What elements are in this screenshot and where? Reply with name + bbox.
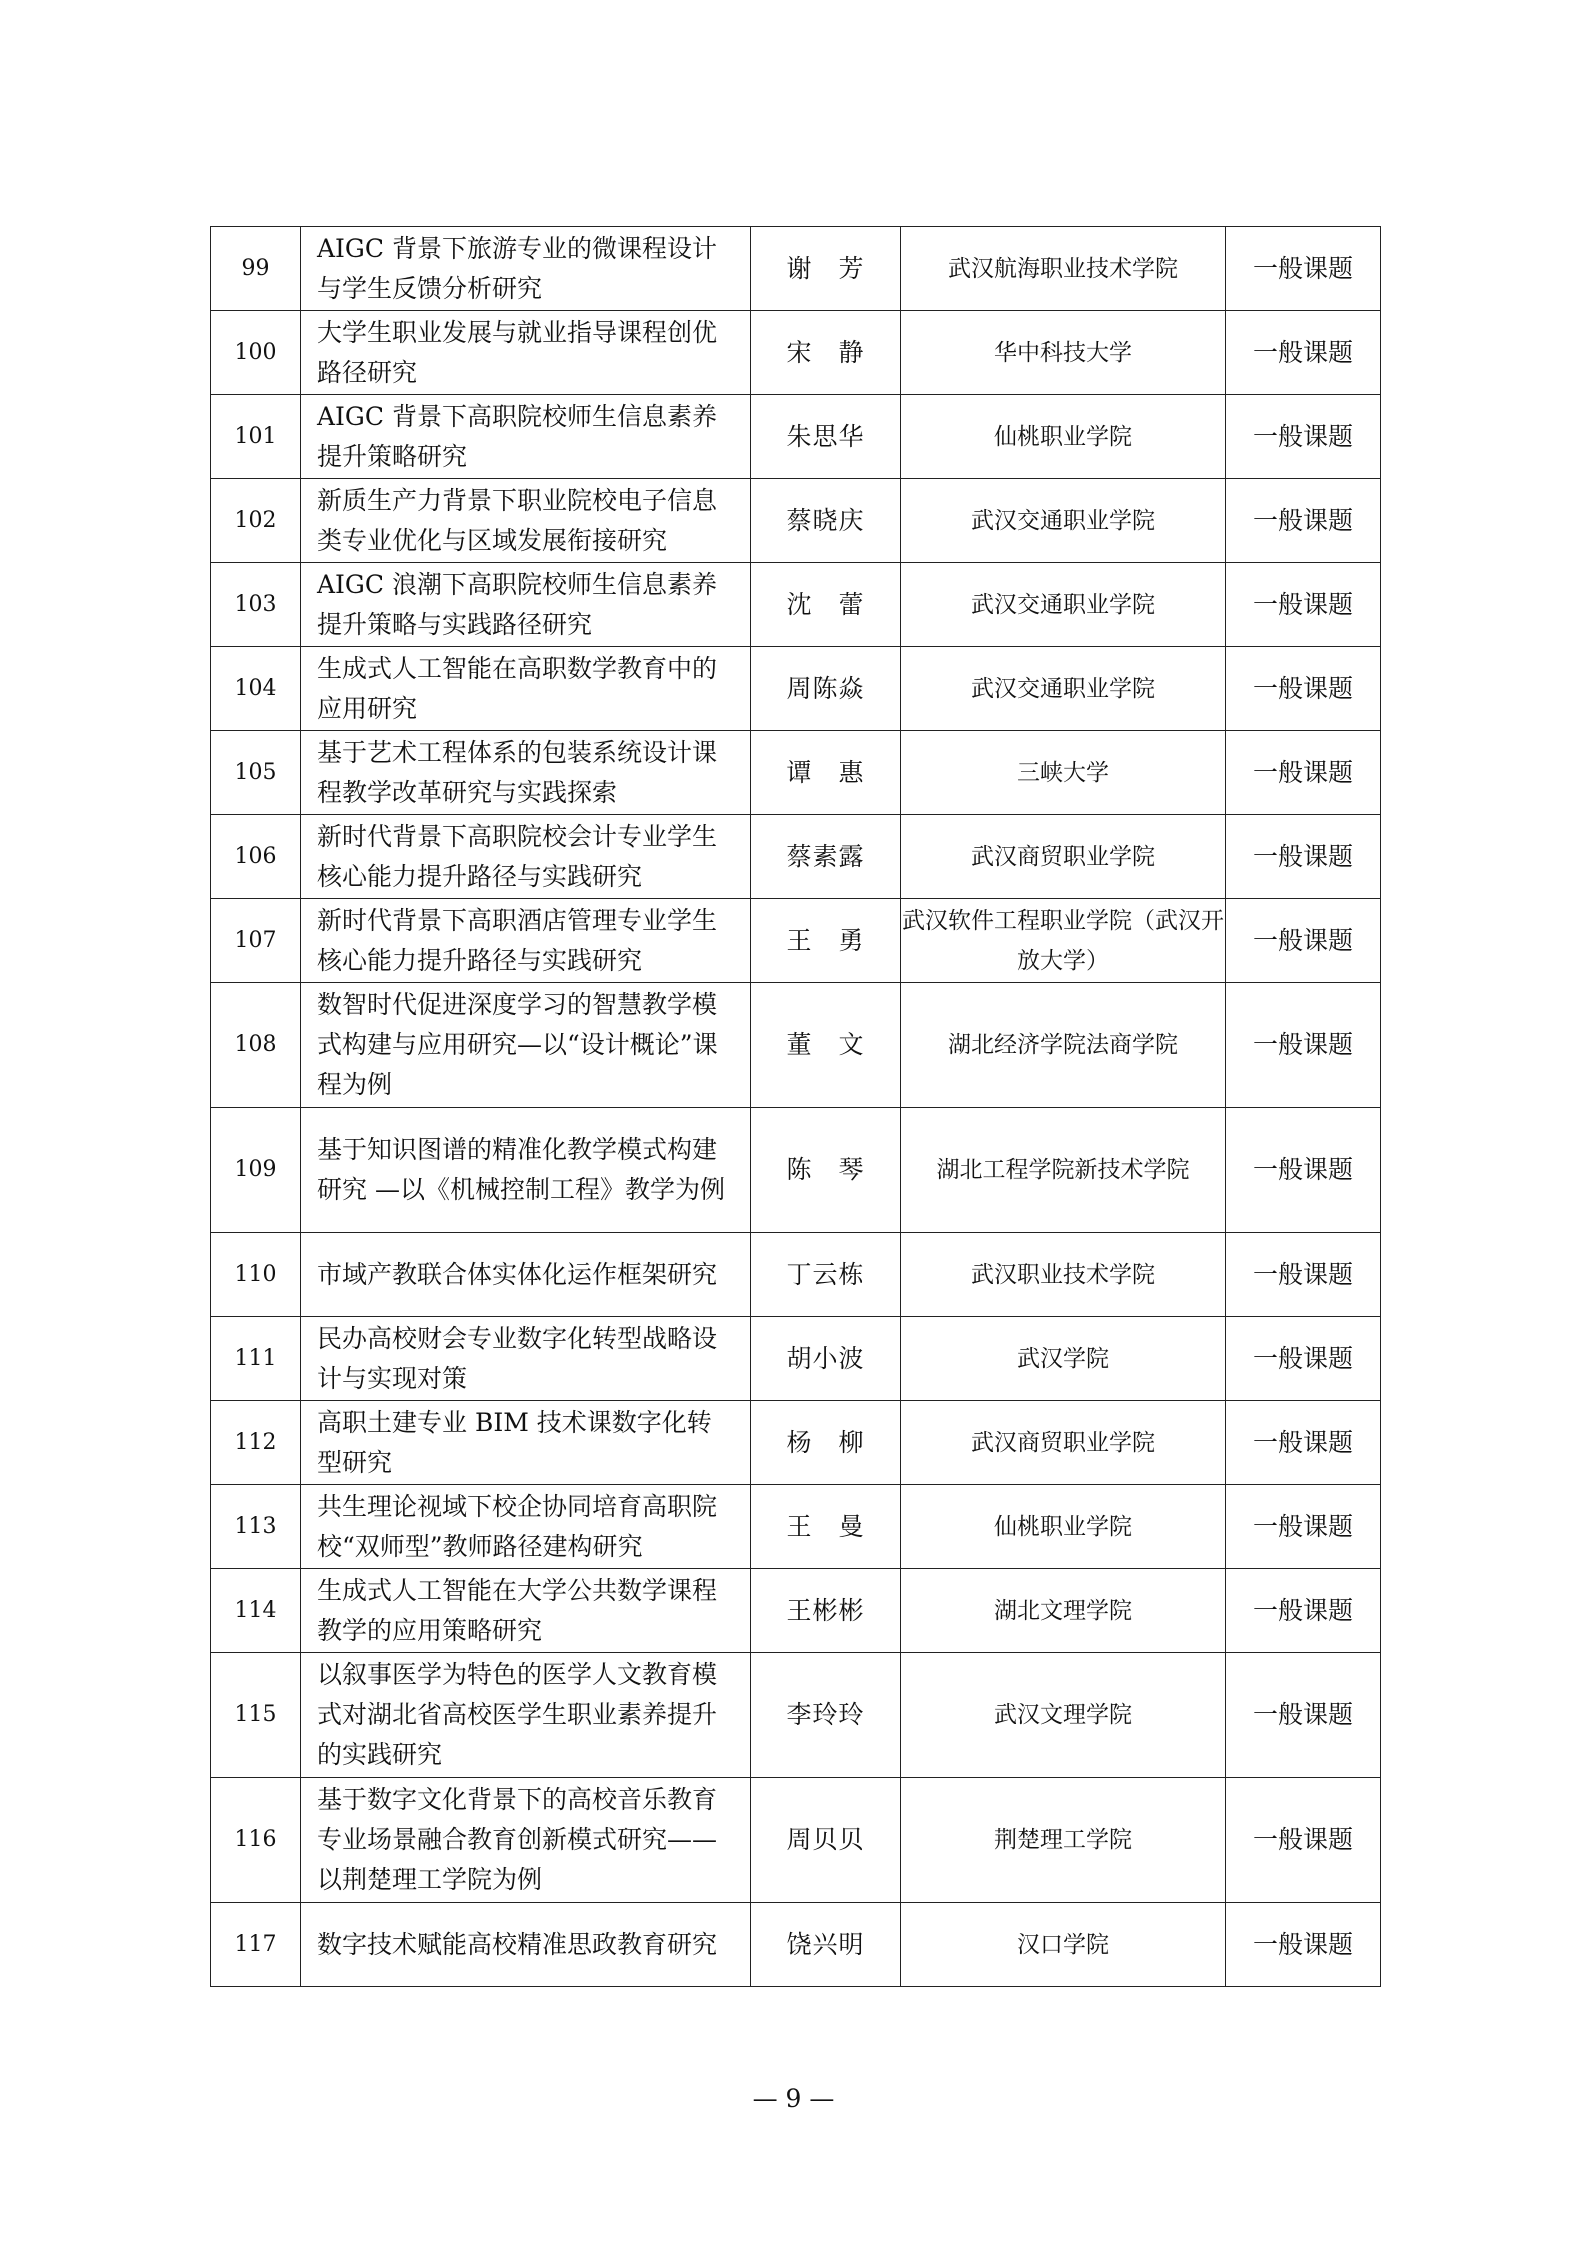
- project-title: 新时代背景下高职酒店管理专业学生核心能力提升路径与实践研究: [301, 899, 751, 983]
- institution: 武汉交通职业学院: [901, 479, 1226, 563]
- institution: 湖北文理学院: [901, 1569, 1226, 1653]
- project-leader: 谭 惠: [751, 731, 901, 815]
- row-number: 107: [211, 899, 301, 983]
- project-title: 共生理论视域下校企协同培育高职院校“双师型”教师路径建构研究: [301, 1485, 751, 1569]
- row-number: 106: [211, 815, 301, 899]
- project-title: AIGC 浪潮下高职院校师生信息素养提升策略与实践路径研究: [301, 563, 751, 647]
- row-number: 102: [211, 479, 301, 563]
- project-leader: 胡小波: [751, 1317, 901, 1401]
- project-list-table: [210, 226, 1381, 1987]
- project-leader: 谢 芳: [751, 227, 901, 311]
- project-leader: 周贝贝: [751, 1778, 901, 1903]
- project-category: 一般课题: [1226, 227, 1381, 311]
- project-category: 一般课题: [1226, 311, 1381, 395]
- project-title: 高职土建专业 BIM 技术课数字化转型研究: [301, 1401, 751, 1485]
- institution: 仙桃职业学院: [901, 395, 1226, 479]
- project-title: 以叙事医学为特色的医学人文教育模式对湖北省高校医学生职业素养提升的实践研究: [301, 1653, 751, 1778]
- institution: 武汉交通职业学院: [901, 563, 1226, 647]
- project-category: 一般课题: [1226, 1401, 1381, 1485]
- institution: 武汉商贸职业学院: [901, 1401, 1226, 1485]
- project-leader: 朱思华: [751, 395, 901, 479]
- institution: 武汉软件工程职业学院（武汉开放大学）: [901, 899, 1226, 983]
- project-leader: 王 曼: [751, 1485, 901, 1569]
- institution: 汉口学院: [901, 1903, 1226, 1987]
- project-category: 一般课题: [1226, 899, 1381, 983]
- project-category: 一般课题: [1226, 395, 1381, 479]
- project-category: 一般课题: [1226, 1108, 1381, 1233]
- project-category: 一般课题: [1226, 479, 1381, 563]
- row-number: 112: [211, 1401, 301, 1485]
- table-row: [211, 983, 1381, 1108]
- project-title: 大学生职业发展与就业指导课程创优路径研究: [301, 311, 751, 395]
- row-number: 117: [211, 1903, 301, 1987]
- institution: 武汉商贸职业学院: [901, 815, 1226, 899]
- project-title: 新质生产力背景下职业院校电子信息类专业优化与区域发展衔接研究: [301, 479, 751, 563]
- table-row: [211, 563, 1381, 647]
- project-category: 一般课题: [1226, 1653, 1381, 1778]
- institution: 武汉学院: [901, 1317, 1226, 1401]
- row-number: 110: [211, 1233, 301, 1317]
- table-row: [211, 815, 1381, 899]
- project-leader: 蔡晓庆: [751, 479, 901, 563]
- project-category: 一般课题: [1226, 1233, 1381, 1317]
- row-number: 114: [211, 1569, 301, 1653]
- table-row: [211, 1233, 1381, 1317]
- project-leader: 陈 琴: [751, 1108, 901, 1233]
- project-leader: 李玲玲: [751, 1653, 901, 1778]
- table-row: [211, 227, 1381, 311]
- table-row: [211, 1108, 1381, 1233]
- row-number: 116: [211, 1778, 301, 1903]
- institution: 荆楚理工学院: [901, 1778, 1226, 1903]
- table-row: [211, 1317, 1381, 1401]
- row-number: 109: [211, 1108, 301, 1233]
- project-leader: 杨 柳: [751, 1401, 901, 1485]
- table-row: [211, 731, 1381, 815]
- table-row: [211, 1903, 1381, 1987]
- project-title: 数智时代促进深度学习的智慧教学模式构建与应用研究—以“设计概论”课程为例: [301, 983, 751, 1108]
- project-title: 市域产教联合体实体化运作框架研究: [301, 1233, 751, 1317]
- institution: 武汉交通职业学院: [901, 647, 1226, 731]
- row-number: 101: [211, 395, 301, 479]
- project-leader: 王 勇: [751, 899, 901, 983]
- project-category: 一般课题: [1226, 731, 1381, 815]
- project-leader: 周陈焱: [751, 647, 901, 731]
- institution: 武汉职业技术学院: [901, 1233, 1226, 1317]
- project-title: 民办高校财会专业数字化转型战略设计与实现对策: [301, 1317, 751, 1401]
- row-number: 105: [211, 731, 301, 815]
- project-title: 生成式人工智能在大学公共数学课程教学的应用策略研究: [301, 1569, 751, 1653]
- table-row: [211, 647, 1381, 731]
- table-row: [211, 479, 1381, 563]
- page-number: — 9 —: [752, 2084, 835, 2113]
- institution: 华中科技大学: [901, 311, 1226, 395]
- table-row: [211, 1485, 1381, 1569]
- row-number: 103: [211, 563, 301, 647]
- table-row: [211, 1778, 1381, 1903]
- project-category: 一般课题: [1226, 563, 1381, 647]
- project-category: 一般课题: [1226, 815, 1381, 899]
- project-leader: 宋 静: [751, 311, 901, 395]
- project-leader: 董 文: [751, 983, 901, 1108]
- project-leader: 丁云栋: [751, 1233, 901, 1317]
- project-title: 基于数字文化背景下的高校音乐教育专业场景融合教育创新模式研究——以荆楚理工学院为例: [301, 1778, 751, 1903]
- project-title: 数字技术赋能高校精准思政教育研究: [301, 1903, 751, 1987]
- project-leader: 饶兴明: [751, 1903, 901, 1987]
- table-row: [211, 1401, 1381, 1485]
- project-title: 基于知识图谱的精准化教学模式构建研究 —以《机械控制工程》教学为例: [301, 1108, 751, 1233]
- row-number: 111: [211, 1317, 301, 1401]
- project-title: AIGC 背景下旅游专业的微课程设计与学生反馈分析研究: [301, 227, 751, 311]
- row-number: 115: [211, 1653, 301, 1778]
- project-category: 一般课题: [1226, 983, 1381, 1108]
- project-title: 新时代背景下高职院校会计专业学生核心能力提升路径与实践研究: [301, 815, 751, 899]
- table-row: [211, 1653, 1381, 1778]
- project-title: AIGC 背景下高职院校师生信息素养提升策略研究: [301, 395, 751, 479]
- table-body: [211, 227, 1381, 1987]
- institution: 湖北工程学院新技术学院: [901, 1108, 1226, 1233]
- institution: 武汉文理学院: [901, 1653, 1226, 1778]
- project-title: 基于艺术工程体系的包装系统设计课程教学改革研究与实践探索: [301, 731, 751, 815]
- project-leader: 王彬彬: [751, 1569, 901, 1653]
- table-row: [211, 395, 1381, 479]
- project-category: 一般课题: [1226, 1485, 1381, 1569]
- row-number: 113: [211, 1485, 301, 1569]
- project-title: 生成式人工智能在高职数学教育中的应用研究: [301, 647, 751, 731]
- project-category: 一般课题: [1226, 1317, 1381, 1401]
- project-category: 一般课题: [1226, 1778, 1381, 1903]
- project-category: 一般课题: [1226, 1903, 1381, 1987]
- project-leader: 沈 蕾: [751, 563, 901, 647]
- row-number: 108: [211, 983, 301, 1108]
- table-row: [211, 899, 1381, 983]
- project-category: 一般课题: [1226, 1569, 1381, 1653]
- project-leader: 蔡素露: [751, 815, 901, 899]
- institution: 仙桃职业学院: [901, 1485, 1226, 1569]
- row-number: 104: [211, 647, 301, 731]
- institution: 三峡大学: [901, 731, 1226, 815]
- institution: 武汉航海职业技术学院: [901, 227, 1226, 311]
- row-number: 99: [211, 227, 301, 311]
- institution: 湖北经济学院法商学院: [901, 983, 1226, 1108]
- project-category: 一般课题: [1226, 647, 1381, 731]
- table-row: [211, 1569, 1381, 1653]
- table-row: [211, 311, 1381, 395]
- row-number: 100: [211, 311, 301, 395]
